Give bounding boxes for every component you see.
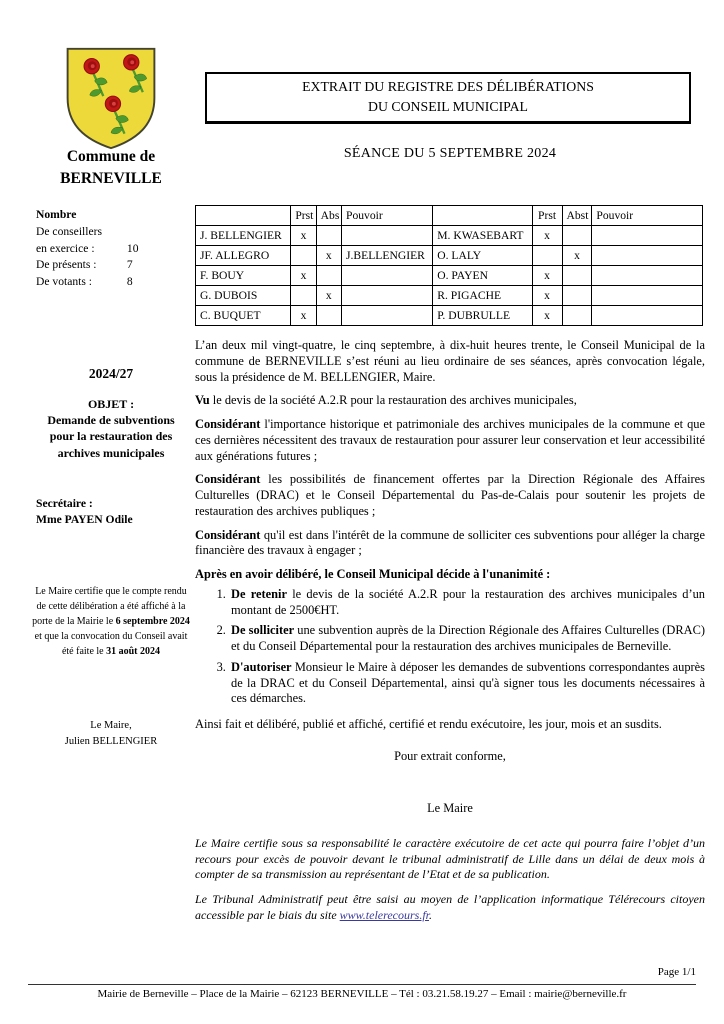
count-value: 10 [126, 241, 139, 255]
legal-notice-text: Le Tribunal Administratif peut être saisi au moyen de l’application informatique Télérecours citoyen accessible par le biais du site [195, 892, 705, 922]
present-mark: x [532, 226, 562, 246]
posting-certification [30, 584, 192, 659]
signature-role: Le Maire, [90, 720, 132, 731]
present-mark: x [291, 306, 316, 326]
count-label: De votants : [36, 275, 93, 289]
considerant-lead: Considérant [195, 527, 261, 542]
posting-date: 6 septembre 2024 [115, 616, 190, 627]
absent-mark [562, 286, 592, 306]
vu-text: le devis de la société A.2.R pour la restauration des archives municipales, [209, 393, 577, 408]
attendance-row [196, 286, 703, 306]
pouvoir-cell [342, 306, 433, 326]
absent-mark [562, 266, 592, 286]
count-value: 7 [126, 258, 133, 272]
legal-notice-end: . [429, 907, 432, 922]
considerant-lead: Considérant [195, 472, 261, 487]
left-sidebar [28, 44, 194, 974]
legal-notice-1: Le Maire certifie sous sa responsabilité le caractère exécutoire de cet acte qui pourra faire l’objet d’un recours pour excès de pouvoir devant le tribunal administratif de Lille dans un délai de deux mois à compter de sa transmission au représentant de l’Etat et de sa publication. [195, 836, 705, 881]
decision-text: une subvention auprès de la Direction Régionale des Affaires Culturelles (DRAC) et du Conseil Départemental pour la restauration des archives municipales de Berneville. [231, 623, 705, 653]
decision-item [229, 660, 705, 707]
closing-paragraph: Ainsi fait et délibéré, publié et affiché, certifié et rendu exécutoire, les jour, mois et an susdits. [195, 717, 662, 731]
councillor-name: O. PAYEN [433, 266, 532, 286]
coat-of-arms [28, 44, 194, 157]
sidebar-signature [28, 718, 194, 750]
telerecours-link[interactable]: www.telerecours.fr [339, 907, 429, 922]
decision-lead: De retenir [231, 586, 287, 601]
councillor-name: JF. ALLEGRO [196, 246, 291, 266]
counts-title: Nombre [36, 208, 77, 221]
attendance-header-row [196, 206, 703, 226]
register-title-box [205, 72, 691, 124]
session-title: SÉANCE DU 5 SEPTEMBRE 2024 [343, 146, 557, 161]
considerant-text: qu'il est dans l'intérêt de la commune de solliciter ces subventions pour alléger la charge financière des travaux à engager ; [195, 527, 705, 558]
councillor-name: O. LALY [433, 246, 532, 266]
header-prst-right: Prst [532, 206, 562, 226]
register-title-line1: EXTRAIT DU REGISTRE DES DÉLIBÉRATIONS [302, 79, 594, 94]
pouvoir-cell [342, 286, 433, 306]
header-empty [196, 206, 291, 226]
attendance-row [196, 306, 703, 326]
decision-item [229, 623, 705, 655]
pouvoir-cell [342, 226, 433, 246]
decision-text: Monsieur le Maire à déposer les demandes de subventions correspondantes auprès de la DRAC et du Conseil Départemental, ainsi qu'à signer tous les documents nécessaires à ces démarches. [231, 659, 705, 706]
present-mark: x [532, 306, 562, 326]
present-mark: x [532, 286, 562, 306]
councillor-name: J. BELLENGIER [196, 226, 291, 246]
absent-mark: x [316, 286, 341, 306]
pouvoir-cell [592, 286, 703, 306]
present-mark [532, 246, 562, 266]
header-prst-left: Prst [291, 206, 316, 226]
commune-line2: BERNEVILLE [60, 169, 162, 187]
decision-header [195, 567, 705, 583]
considerant-text: l'importance historique et patrimoniale des archives municipales de la commune et que ces dernières nécessitent des travaux de restauration pour assurer leur conservation et leur accessibilité aux générations futures ; [195, 417, 705, 463]
councillor-name: P. DUBRULLE [433, 306, 532, 326]
present-mark: x [291, 226, 316, 246]
councillor-counts [36, 207, 194, 291]
secretary-label: Secrétaire : [36, 497, 93, 510]
present-mark: x [291, 266, 316, 286]
absent-mark: x [316, 246, 341, 266]
legal-notice-2 [195, 892, 705, 923]
councillor-name: G. DUBOIS [196, 286, 291, 306]
count-value: 8 [126, 275, 133, 289]
attendance-row [196, 246, 703, 266]
commune-title [28, 146, 194, 189]
vu-paragraph [195, 393, 705, 409]
counts-subtitle: De conseillers [36, 224, 102, 238]
decision-list [195, 587, 705, 707]
maire-signature-line: Le Maire [427, 800, 473, 815]
decision-header-text: Après en avoir délibéré, le Conseil Municipal décide à l'unanimité : [195, 567, 551, 581]
commune-line1: Commune de [66, 148, 156, 165]
vu-lead: Vu [195, 393, 210, 408]
considerant-lead: Considérant [195, 417, 261, 431]
absent-mark: x [562, 246, 592, 266]
councillor-name: F. BOUY [196, 266, 291, 286]
header-abst-right: Abst [562, 206, 592, 226]
considerant-text: les possibilités de financement offertes par la Direction Régionale des Affaires Culturelles (DRAC) et le Conseil Départemental du Pas-de-Calais pour soutenir les projets de restauration des archives publiques ; [195, 472, 705, 518]
pouvoir-cell [592, 226, 703, 246]
objet-block [34, 396, 188, 461]
absent-mark [316, 306, 341, 326]
attendance-row [196, 266, 703, 286]
present-mark [291, 286, 316, 306]
considerant-paragraph [195, 528, 705, 560]
decision-lead: D'autoriser [231, 659, 292, 674]
secretary-block [36, 496, 194, 528]
header-pouvoir-right: Pouvoir [592, 206, 703, 226]
deliberation-reference: 2024/27 [88, 366, 134, 381]
count-label: en exercice : [36, 241, 95, 255]
count-row [36, 274, 194, 291]
certification-text: Le Maire certifie que le compte rendu de cette délibération a été affiché à la porte de la Mairie le [32, 586, 187, 627]
page-number: Page 1/1 [657, 966, 696, 978]
certification-text: et que la convocation du Conseil avait été faite le [34, 631, 188, 657]
extrait-conforme: Pour extrait conforme, [394, 748, 506, 763]
decision-item [229, 587, 705, 619]
considerant-paragraph [195, 472, 705, 519]
footer-address: Mairie de Berneville – Place de la Mairie – 62123 BERNEVILLE – Tél : 03.21.58.19.27 – Email : mairie@berneville.fr [97, 988, 627, 1000]
pouvoir-cell: J.BELLENGIER [342, 246, 433, 266]
intro-paragraph: L’an deux mil vingt-quatre, le cinq septembre, à dix-huit heures trente, le Conseil Municipal de la commune de BERNEVILLE s’est réuni au lieu ordinaire de ses séances, après convocation légale, sous la présidence de M. BELLENGIER, Maire. [195, 338, 705, 384]
absent-mark [316, 266, 341, 286]
absent-mark [316, 226, 341, 246]
pouvoir-cell [592, 306, 703, 326]
councillor-name: R. PIGACHE [433, 286, 532, 306]
secretary-name: Mme PAYEN Odile [36, 513, 133, 527]
absent-mark [562, 226, 592, 246]
pouvoir-cell [592, 246, 703, 266]
decision-text: le devis de la société A.2.R pour la restauration des archives municipales d’un montant de 2500€HT. [231, 586, 705, 617]
councillor-name: M. KWASEBART [433, 226, 532, 246]
register-title-line2: DU CONSEIL MUNICIPAL [368, 99, 528, 114]
councillor-name: C. BUQUET [196, 306, 291, 326]
objet-text: Demande de subventions pour la restauration des archives municipales [47, 413, 175, 460]
footer-divider [28, 984, 696, 985]
count-row [36, 257, 194, 274]
present-mark: x [532, 266, 562, 286]
count-row [36, 241, 194, 258]
header-abs-left: Abs [316, 206, 341, 226]
header-empty [433, 206, 532, 226]
count-label: De présents : [36, 258, 97, 272]
considerant-paragraph [195, 417, 705, 464]
berneville-coat-of-arms-icon [61, 44, 161, 152]
signature-name: Julien BELLENGIER [64, 735, 158, 747]
pouvoir-cell [342, 266, 433, 286]
absent-mark [562, 306, 592, 326]
present-mark [291, 246, 316, 266]
objet-title: OBJET : [87, 397, 135, 411]
attendance-table [195, 205, 703, 326]
attendance-row [196, 226, 703, 246]
decision-lead: De solliciter [231, 623, 295, 638]
deliberation-body [195, 338, 705, 933]
header-pouvoir-left: Pouvoir [342, 206, 433, 226]
pouvoir-cell [592, 266, 703, 286]
convocation-date: 31 août 2024 [106, 646, 161, 657]
